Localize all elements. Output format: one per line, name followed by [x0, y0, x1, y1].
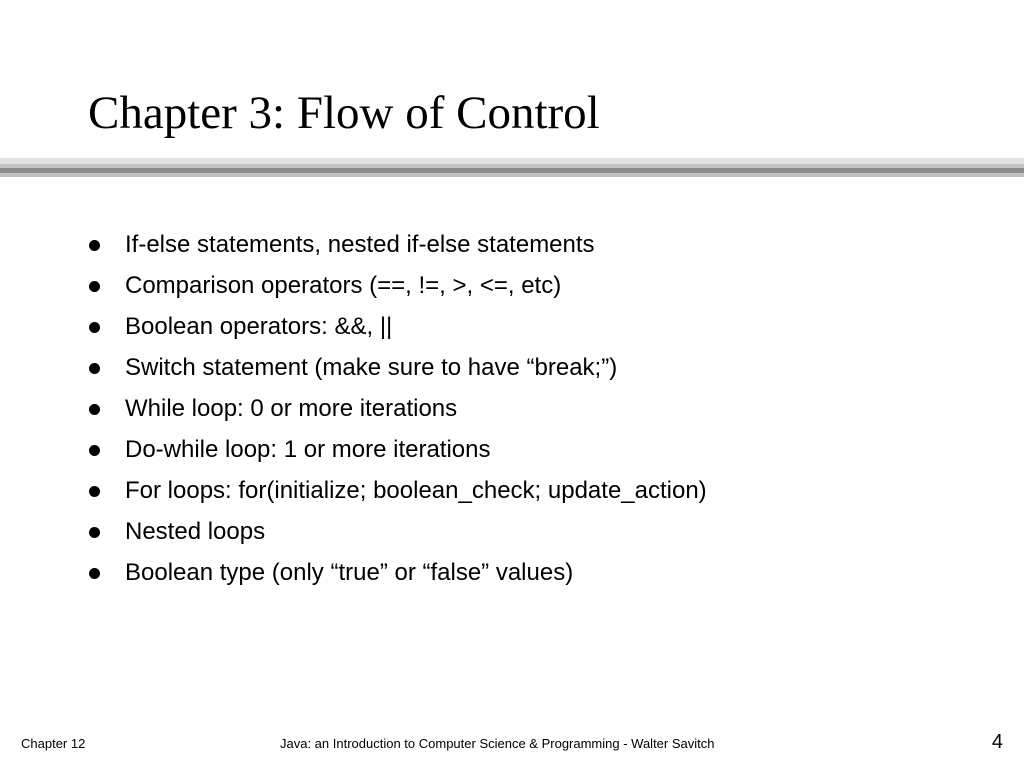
list-item: [86, 268, 707, 309]
bullet-text: Switch statement (make sure to have “break;”): [125, 354, 618, 381]
list-item: [86, 391, 707, 432]
bullet-text: If-else statements, nested if-else statements: [125, 231, 595, 258]
footer-chapter: Chapter 12: [21, 736, 86, 751]
bullet-text: Do-while loop: 1 or more iterations: [125, 436, 491, 463]
bullet-dot-icon: [89, 363, 100, 374]
bullet-dot-icon: [89, 322, 100, 333]
list-item: [86, 309, 707, 350]
list-item: [86, 555, 707, 596]
list-item: [86, 350, 707, 391]
list-item: [86, 227, 707, 268]
slide-title: Chapter 3: Flow of Control: [88, 87, 600, 139]
bullet-text: Boolean operators: &&, ||: [125, 313, 393, 340]
bullet-dot-icon: [89, 527, 100, 538]
page-number: 4: [991, 731, 1003, 753]
bullet-dot-icon: [89, 445, 100, 456]
bullet-text: Nested loops: [125, 518, 266, 545]
bullet-dot-icon: [89, 240, 100, 251]
list-item: [86, 473, 707, 514]
bullet-dot-icon: [89, 486, 100, 497]
bullet-text: For loops: for(initialize; boolean_check; update_action): [125, 477, 707, 504]
bullet-text: Comparison operators (==, !=, >, <=, etc): [125, 272, 562, 299]
bullet-list: [86, 227, 707, 596]
list-item: [86, 514, 707, 555]
bullet-text: Boolean type (only “true” or “false” values): [125, 559, 574, 586]
footer-book-title: Java: an Introduction to Computer Science & Programming - Walter Savitch: [280, 736, 715, 751]
bullet-text: While loop: 0 or more iterations: [125, 395, 458, 422]
bullet-dot-icon: [89, 281, 100, 292]
title-divider: [0, 158, 1024, 178]
list-item: [86, 432, 707, 473]
bullet-dot-icon: [89, 568, 100, 579]
bullet-dot-icon: [89, 404, 100, 415]
